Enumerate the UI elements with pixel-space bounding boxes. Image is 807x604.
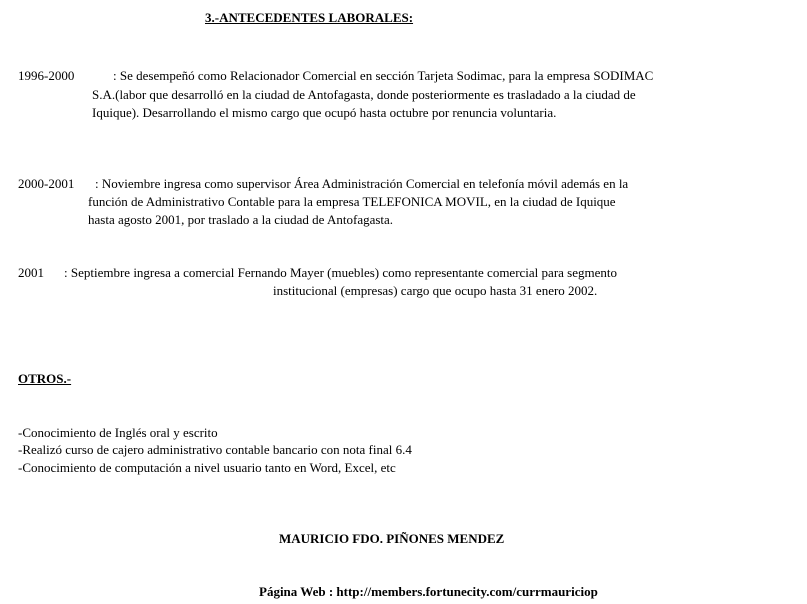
entry-line: hasta agosto 2001, por traslado a la ciudad de Antofagasta. xyxy=(88,212,394,227)
entry-line: institucional (empresas) cargo que ocupo hasta 31 enero 2002. xyxy=(273,283,598,298)
entry-line: : Septiembre ingresa a comercial Fernando Mayer (muebles) como representante comercial para segmento xyxy=(64,265,617,280)
entry-line: : Noviembre ingresa como supervisor Área Administración Comercial en telefonía móvil además en la xyxy=(95,176,629,191)
entry-period: 1996-2000 xyxy=(18,68,75,83)
entry-line: S.A.(labor que desarrolló en la ciudad de Antofagasta, donde posteriormente es trasladado a la ciudad de xyxy=(92,87,636,102)
list-item: -Conocimiento de Inglés oral y escrito xyxy=(18,425,218,440)
list-item: -Realizó curso de cajero administrativo contable bancario con nota final 6.4 xyxy=(18,442,412,457)
website-link[interactable]: http://members.fortunecity.com/currmauriciop xyxy=(336,584,598,599)
entry-line: Iquique). Desarrollando el mismo cargo que ocupó hasta octubre por renuncia voluntaria. xyxy=(92,105,557,120)
signature-name: MAURICIO FDO. PIÑONES MENDEZ xyxy=(279,531,505,546)
section-title: 3.-ANTECEDENTES LABORALES: xyxy=(205,10,414,25)
entry-line: función de Administrativo Contable para la empresa TELEFONICA MOVIL, en la ciudad de Iquique xyxy=(88,194,616,209)
otros-title: OTROS.- xyxy=(18,371,72,386)
entry-line: : Se desempeñó como Relacionador Comercial en sección Tarjeta Sodimac, para la empresa SODIMAC xyxy=(113,68,654,83)
list-item: -Conocimiento de computación a nivel usuario tanto en Word, Excel, etc xyxy=(18,460,396,475)
footer xyxy=(259,583,598,601)
entry-period: 2000-2001 xyxy=(18,176,75,191)
entry-period: 2001 xyxy=(18,265,44,280)
footer-label: Página Web : xyxy=(259,584,334,599)
